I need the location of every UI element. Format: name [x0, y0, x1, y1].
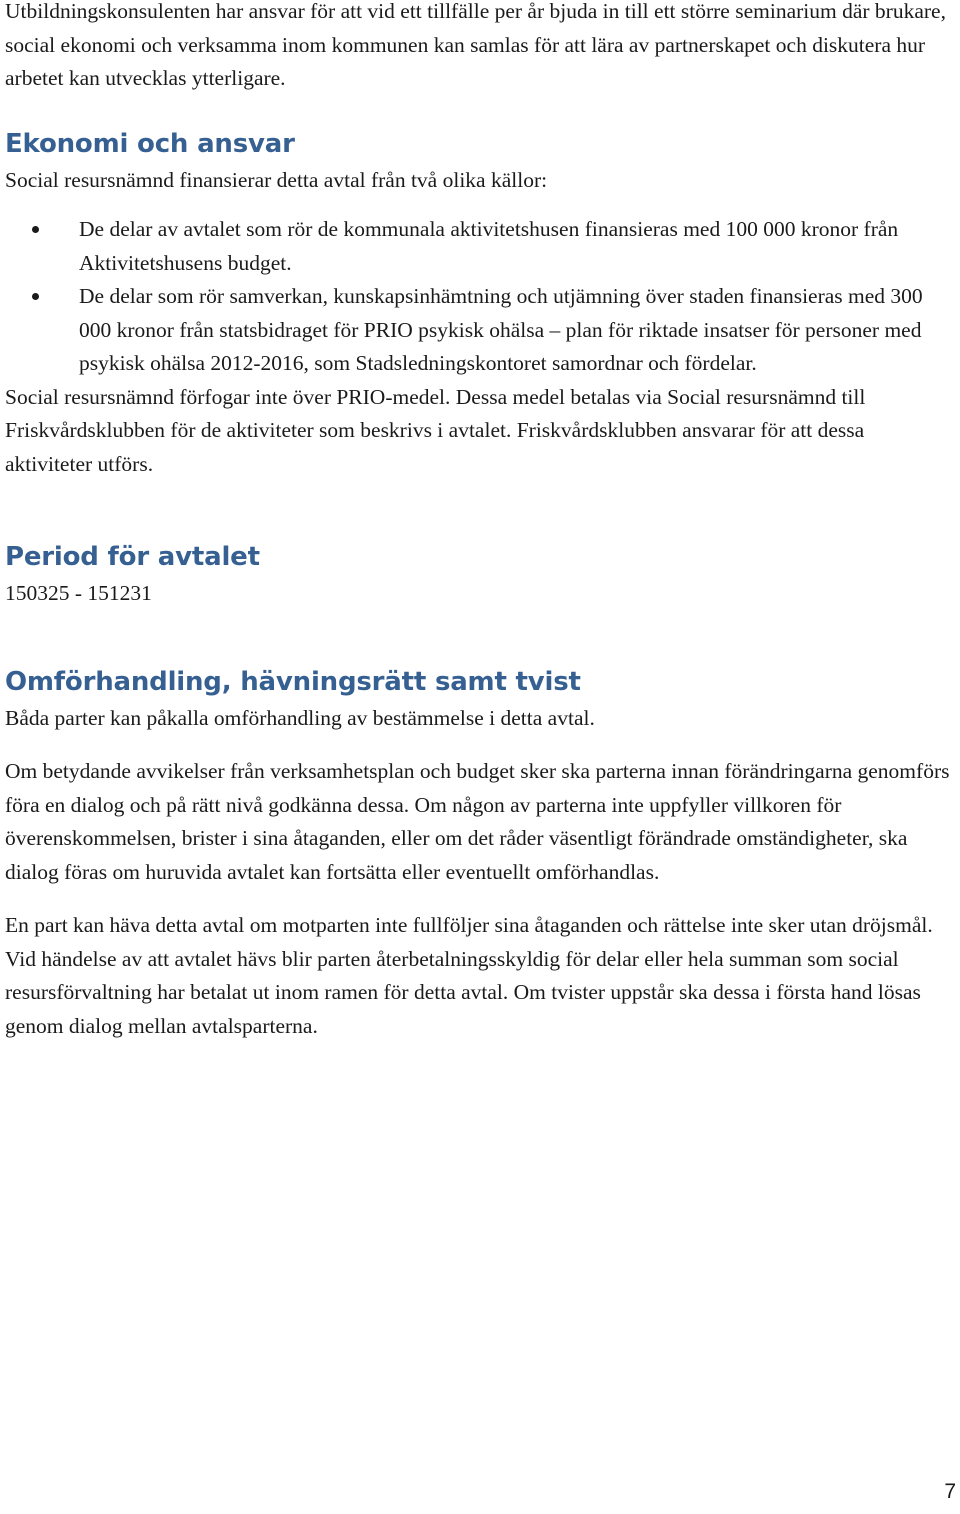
page-number: 7: [944, 1480, 956, 1503]
omforhandling-paragraph-1: Båda parter kan påkalla omförhandling av bestämmelse i detta avtal.: [5, 705, 595, 730]
bullet-icon: [32, 293, 39, 300]
list-item: [5, 280, 955, 381]
period-dates: 150325 - 151231: [5, 581, 152, 605]
section-heading-period: Period för avtalet: [5, 542, 260, 572]
intro-paragraph: Utbildningskonsulenten har ansvar för att vid ett tillfälle per år bjuda in till ett större seminarium där brukare, social ekonomi och verksamma inom kommunen kan samlas för att lära av partnerskapet och diskutera hur arbetet kan utvecklas ytterligare.: [5, 0, 946, 90]
ekonomi-lead: Social resursnämnd finansierar detta avtal från två olika källor:: [5, 167, 548, 192]
ekonomi-closing-paragraph: Social resursnämnd förfogar inte över PRIO-medel. Dessa medel betalas via Social resursnämnd till Friskvårdsklubben för de aktiviteter som beskrivs i avtalet. Friskvårdsklubben ansvarar för att dessa aktiviteter utförs.: [5, 384, 866, 476]
section-heading-ekonomi: Ekonomi och ansvar: [5, 128, 295, 159]
list-item-text: De delar av avtalet som rör de kommunala aktivitetshusen finansieras med 100 000 kronor från Aktivitetshusens budget.: [79, 217, 899, 275]
omforhandling-paragraph-2: Om betydande avvikelser från verksamhetsplan och budget sker ska parterna innan förändringarna genomförs föra en dialog och på rätt nivå godkänna dessa. Om någon av parterna inte uppfyller villkoren för överenskommelsen, brister i sina åtaganden, eller om det råder väsentligt förändrade omständigheter, ska dialog föras om huruvida avtalet kan fortsätta eller eventuellt omförhandlas.: [5, 759, 950, 884]
list-item-text: De delar som rör samverkan, kunskapsinhämtning och utjämning över staden finansieras med 300 000 kronor från statsbidraget för PRIO psykisk ohälsa – plan för riktade insatser för personer med psykisk ohälsa 2012-2016, som Stadsledningskontoret samordnar och fördelar.: [79, 284, 923, 375]
omforhandling-paragraph-3: En part kan häva detta avtal om motparten inte fullföljer sina åtaganden och rättelse inte sker utan dröjsmål. Vid händelse av att avtalet hävs blir parten återbetalningsskyldig för delar eller hela summan som social resursförvaltning har betalat ut inom ramen för detta avtal. Om tvister uppstår ska dessa i första hand lösas genom dialog mellan avtalsparterna.: [5, 913, 933, 1038]
bullet-icon: [32, 226, 39, 233]
document-page: [5, 0, 955, 1043]
funding-source-list: [5, 213, 955, 381]
list-item: [5, 213, 955, 280]
section-heading-omforhandling: Omförhandling, hävningsrätt samt tvist: [5, 666, 581, 697]
